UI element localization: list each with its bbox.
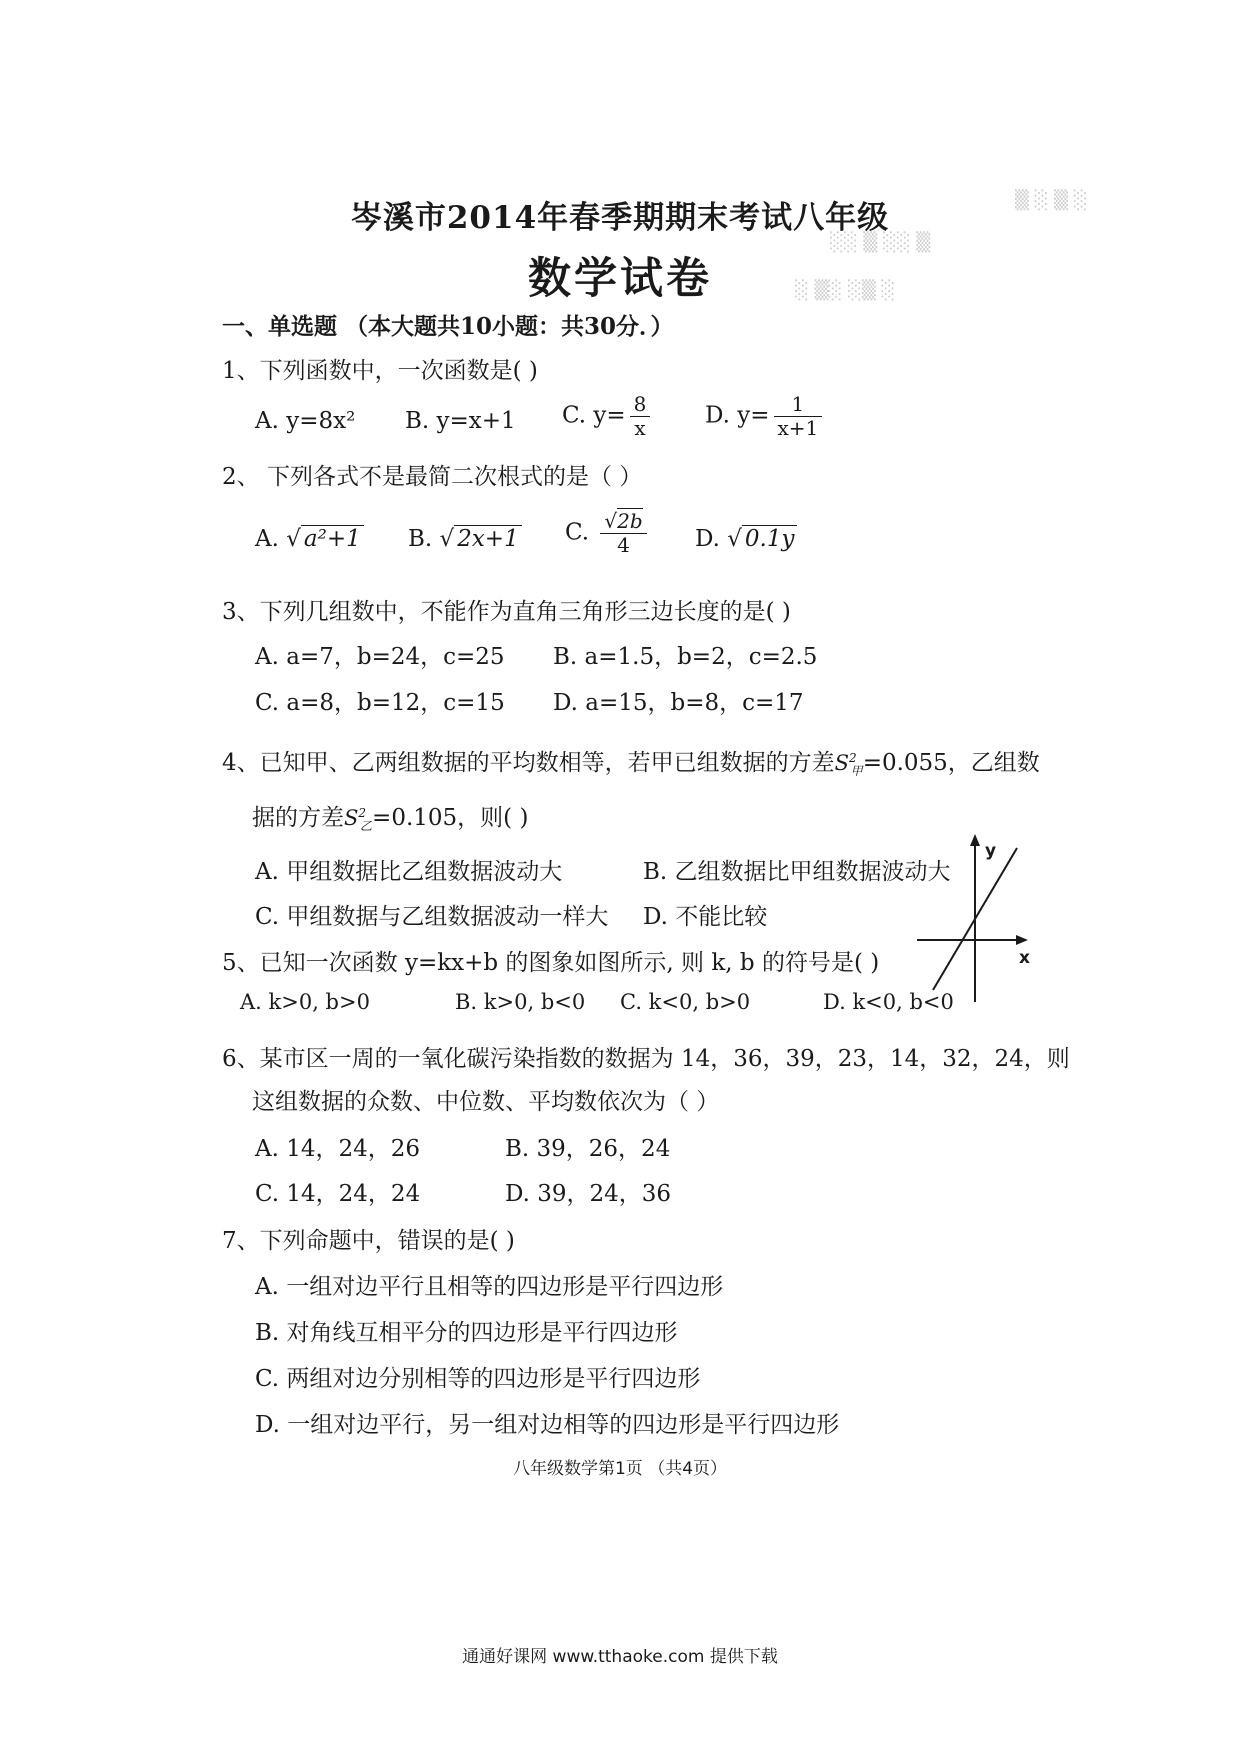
q5-option-a: A. k>0, b>0: [240, 990, 370, 1014]
q2-option-b-sqrt: √ 2x+1: [440, 526, 522, 552]
q5-stem: 5、已知一次函数 y=kx+b 的图象如图所示, 则 k, b 的符号是( ): [222, 950, 880, 976]
q2-option-c-label: C.: [565, 519, 590, 546]
exam-title-line1: 岑溪市2014年春季期期末考试八年级: [350, 200, 890, 236]
q5-y-axis-arrow: [970, 834, 980, 846]
q2-option-d-radicand: 0.1y: [742, 525, 798, 552]
q1-option-d-fraction: [774, 393, 823, 440]
q2-option-c-numerator: √2b: [600, 510, 646, 534]
q5-x-axis-arrow: [1016, 935, 1028, 945]
q3-option-b: B. a=1.5，b=2，c=2.5: [553, 644, 818, 670]
q1-option-d-prefix: D. y=: [705, 402, 770, 429]
q1-option-c-fraction: [630, 393, 651, 440]
q4-stem1-text: 4、已知甲、乙两组数据的平均数相等，若甲已组数据的方差: [222, 750, 835, 776]
q4-variance-yi: [344, 806, 373, 834]
q1-option-d: [705, 393, 826, 440]
q2-option-a-radicand: a²+1: [301, 525, 364, 552]
exam-title-line2: 数学试卷: [528, 254, 712, 304]
q4-stem-line2: [252, 799, 528, 834]
q7-option-d: D. 一组对边平行，另一组对边相等的四边形是平行四边形: [255, 1412, 840, 1438]
bleed-through-mark: ░░ ▒ ░░ ▒: [830, 232, 931, 253]
q1-option-c-prefix: C. y=: [562, 402, 626, 429]
q1-option-d-denominator: x+1: [777, 416, 819, 440]
q5-option-d: D. k<0, b<0: [823, 990, 954, 1014]
q4-option-b: B. 乙组数据比甲组数据波动大: [643, 859, 951, 885]
q1-stem: 1、下列函数中，一次函数是( ): [222, 358, 538, 384]
q6-option-b: B. 39，26，24: [505, 1136, 671, 1162]
q6-stem-line2: 这组数据的众数、中位数、平均数依次为（ ）: [252, 1089, 720, 1115]
q7-stem: 7、下列命题中，错误的是( ): [222, 1228, 515, 1254]
q2-option-d: [695, 526, 797, 552]
q5-axis-y-label: y: [985, 841, 997, 861]
q1-option-b: B. y=x+1: [405, 408, 516, 434]
section-heading: 一、单选题 （本大题共10小题：共30分．）: [222, 313, 674, 340]
q2-option-b: [408, 526, 522, 552]
q5-function-graph: [915, 830, 1035, 1005]
page-number-footer: 八年级数学第1页 （共4页）: [512, 1459, 728, 1479]
bleed-through-mark: ░ ▒░ ░▒ ░: [795, 280, 896, 301]
q1-option-c-numerator: 8: [630, 393, 651, 417]
q7-option-a: A. 一组对边平行且相等的四边形是平行四边形: [255, 1274, 724, 1300]
q4-variance-jia: [834, 751, 863, 779]
q4-variance-yi-sub: 乙: [360, 819, 373, 834]
source-footer: 通通好课网 www.tthaoke.com 提供下载: [462, 1647, 778, 1667]
q2-option-a-label: A.: [255, 526, 279, 552]
q6-stem-line1: 6、某市区一周的一氧化碳污染指数的数据为 14，36，39，23，14，32，24，则: [222, 1046, 1070, 1072]
q4-stem-line1: [222, 744, 1040, 779]
q6-option-c: C. 14，24，24: [255, 1181, 421, 1207]
q1-option-d-numerator: 1: [774, 393, 823, 417]
q4-variance-yi-symbol: S: [344, 806, 359, 830]
q6-option-a: A. 14，24，26: [255, 1136, 421, 1162]
q2-option-b-radicand: 2x+1: [454, 525, 522, 552]
q1-option-c-denominator: x: [634, 416, 646, 440]
q3-option-d: D. a=15，b=8，c=17: [553, 690, 804, 716]
q7-option-c: C. 两组对边分别相等的四边形是平行四边形: [255, 1366, 701, 1392]
q1-option-c: [562, 393, 654, 440]
q7-option-b: B. 对角线互相平分的四边形是平行四边形: [255, 1320, 678, 1346]
q5-option-b: B. k>0, b<0: [455, 990, 586, 1014]
q4-stem2-start: 据的方差: [252, 805, 344, 831]
q4-option-c: C. 甲组数据与乙组数据波动一样大: [255, 904, 609, 930]
q4-stem1-end: =0.055，乙组数: [862, 750, 1040, 776]
q2-option-c-radicand: 2b: [617, 509, 643, 533]
q3-option-c: C. a=8，b=12，c=15: [255, 690, 505, 716]
q2-option-a-sqrt: √ a²+1: [286, 526, 364, 552]
q2-option-b-label: B.: [408, 526, 433, 552]
q4-stem2-end: =0.105，则( ): [372, 805, 529, 831]
q2-stem: 2、 下列各式不是最简二次根式的是（ ）: [222, 464, 643, 490]
q2-option-a: [255, 526, 364, 552]
q4-variance-yi-sup: 2: [358, 806, 367, 820]
q2-option-c-fraction: [600, 510, 646, 557]
q3-stem: 3、下列几组数中，不能作为直角三角形三边长度的是( ): [222, 599, 791, 625]
q5-option-c: C. k<0, b>0: [620, 990, 751, 1014]
q4-variance-jia-sub: 甲: [850, 764, 863, 779]
q3-option-a: A. a=7，b=24，c=25: [255, 644, 505, 670]
q6-option-d: D. 39，24，36: [505, 1181, 672, 1207]
q5-axis-x-label: x: [1019, 948, 1030, 968]
q2-option-d-sqrt: √ 0.1y: [727, 526, 797, 552]
q2-option-d-label: D.: [695, 526, 720, 552]
q1-option-a: A. y=8x²: [255, 408, 356, 434]
q4-variance-jia-symbol: S: [834, 751, 850, 775]
q4-variance-jia-sup: 2: [849, 751, 857, 765]
bleed-through-mark: ▒ ░ ▒ ░: [1015, 190, 1088, 211]
q4-option-a: A. 甲组数据比乙组数据波动大: [255, 859, 563, 885]
q2-option-c-denominator: 4: [617, 533, 630, 557]
q4-option-d: D. 不能比较: [643, 904, 768, 930]
q2-option-c: [565, 510, 651, 557]
